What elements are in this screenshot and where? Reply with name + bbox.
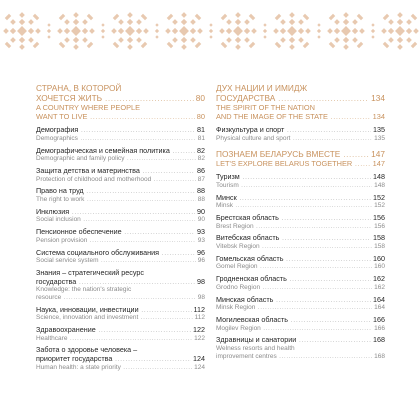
entry-title-en: Brest Region .....: [216, 223, 372, 231]
entry-title-en: Human health: a state priority .....: [36, 364, 192, 372]
diamond-icon: [317, 23, 321, 38]
entry-page-ru: 81: [197, 125, 205, 135]
entry-title-ru: Витебская область .....: [216, 234, 371, 243]
entry-page-ru: 112: [193, 304, 205, 314]
entry-title-en-line-1: Welness resorts and health: [216, 344, 295, 352]
entry-title-en-line-2: improvement centres .....: [216, 353, 372, 361]
toc-entry[interactable]: [216, 173, 385, 189]
right-entries-regions: [216, 173, 385, 332]
entry-title-en: The right to work .....: [36, 196, 196, 204]
toc-right-column: [216, 84, 385, 364]
toc-entry[interactable]: [36, 326, 205, 342]
entry-page-ru: 82: [197, 145, 205, 155]
toc-entry[interactable]: [36, 187, 205, 203]
entry-title-en: Tourism .....: [216, 182, 372, 190]
snowflake-ornament-row: [0, 0, 420, 62]
entry-title-en: Social inclusion .....: [36, 216, 196, 224]
entry-title-ru: Пенсионное обеспечение .....: [36, 228, 195, 237]
section-page: 147: [371, 148, 385, 159]
entry-page-en: 88: [197, 195, 205, 203]
entry-title-ru: Гродненская область .....: [216, 275, 371, 284]
entry-title-ru: Здравоохранение .....: [36, 326, 191, 335]
entry-page-ru: 86: [197, 165, 205, 175]
snowflake-icon: [327, 12, 365, 50]
entry-title-ru: Минская область .....: [216, 296, 371, 305]
entry-title-en-line-1: Knowledge: the nation's strategic: [36, 286, 132, 294]
section-title-en-line-2: AND THE IMAGE OF THE STATE .....: [216, 112, 371, 121]
entry-title-en: Grodno Region .....: [216, 284, 372, 292]
diamond-icon: [371, 23, 375, 38]
toc-entry[interactable]: [216, 296, 385, 312]
entry-title-ru: Гомельская область .....: [216, 255, 371, 264]
entry-title-en: Gomel Region .....: [216, 263, 372, 271]
diamond-icon: [209, 23, 213, 38]
section-page-en: 134: [372, 112, 385, 122]
snowflake-icon: [3, 12, 41, 50]
entry-page-ru: 135: [373, 125, 385, 135]
entry-page-ru: 90: [197, 206, 205, 216]
entry-title-ru: Туризм .....: [216, 173, 371, 182]
snowflake-icon: [57, 12, 95, 50]
entry-title-ru: Право на труд .....: [36, 187, 195, 196]
entry-page-ru: 98: [197, 276, 205, 286]
entry-title-en: Demographics .....: [36, 135, 196, 143]
entry-page-ru: 158: [373, 233, 385, 243]
section-title-line-1: СТРАНА, В КОТОРОЙ: [36, 83, 122, 93]
entry-page-en: 81: [197, 134, 205, 142]
toc-entry[interactable]: [216, 194, 385, 210]
entry-page-ru: 152: [373, 192, 385, 202]
entry-page-en: 166: [374, 324, 385, 332]
toc-entry[interactable]: [36, 167, 205, 183]
toc-entry[interactable]: [216, 336, 385, 360]
entry-page-ru: 93: [197, 227, 205, 237]
entry-title-ru: Инклюзия .....: [36, 208, 195, 217]
entry-page-ru: 156: [373, 212, 385, 222]
diamond-icon: [47, 23, 51, 38]
ornament-border: [0, 0, 420, 62]
entry-page-en: 87: [197, 175, 205, 183]
entry-title-en-line-2: resource .....: [36, 294, 196, 302]
entry-title-en: Science, innovation and investment .....: [36, 314, 193, 322]
entry-title-ru-line-2: приоритет государства .....: [36, 355, 191, 364]
entry-title-ru: Демография .....: [36, 126, 195, 135]
entry-page-en: 135: [374, 134, 385, 142]
entry-page-ru: 160: [373, 253, 385, 263]
entry-page-ru: 124: [193, 354, 205, 364]
entry-title-en: Protection of childhood and motherhood .....: [36, 176, 196, 184]
entry-title-ru-line-1: Забота о здоровье человека –: [36, 345, 138, 355]
entry-page-en: 162: [374, 283, 385, 291]
entry-page-ru: 164: [373, 294, 385, 304]
entry-title-en: Demographic and family policy .....: [36, 155, 196, 163]
entry-page-en: 96: [197, 257, 205, 265]
toc-entry[interactable]: [216, 275, 385, 291]
toc-entry[interactable]: [216, 316, 385, 332]
toc-entry[interactable]: [216, 255, 385, 271]
entry-page-en: 124: [194, 363, 205, 371]
toc-entry[interactable]: [216, 126, 385, 142]
entry-page-ru: 168: [373, 335, 385, 345]
entry-page-en: 156: [374, 222, 385, 230]
entry-page-ru: 122: [193, 325, 205, 335]
snowflake-icon: [219, 12, 257, 50]
right-entries-sport: [216, 126, 385, 142]
snowflake-icon: [165, 12, 203, 50]
section-heading-spirit: [216, 84, 385, 121]
entry-title-ru: Демографическая и семейная политика .....: [36, 147, 195, 156]
toc-entry[interactable]: [216, 234, 385, 250]
entry-title-ru: Брестская область .....: [216, 214, 371, 223]
snowflake-icon: [111, 12, 149, 50]
left-entries: [36, 126, 205, 265]
entry-page-en: 152: [374, 202, 385, 210]
diamond-icon: [155, 23, 159, 38]
toc-entry[interactable]: [36, 306, 205, 322]
diamond-icon: [101, 23, 105, 38]
section-page-en: 80: [196, 112, 205, 122]
toc-entry[interactable]: [36, 346, 205, 371]
entry-page-ru: 166: [373, 314, 385, 324]
entry-page-en: 122: [194, 334, 205, 342]
entry-title-en: Healthcare .....: [36, 335, 192, 343]
section-title-line-2: ГОСУДАРСТВА .....: [216, 94, 369, 104]
entry-page-en: 160: [374, 263, 385, 271]
entry-title-ru: Система социального обслуживания .....: [36, 249, 195, 258]
entry-page-en: 82: [197, 155, 205, 163]
entry-page-en: 98: [197, 293, 205, 301]
toc-entry[interactable]: [36, 228, 205, 244]
entry-title-en: Minsk .....: [216, 202, 372, 210]
entry-title-en: Physical culture and sport .....: [216, 135, 372, 143]
left-entries-after: [36, 306, 205, 343]
snowflake-icon: [381, 12, 419, 50]
toc-entry[interactable]: [36, 147, 205, 163]
toc-left-column: [36, 84, 205, 375]
section-title-line-2: ХОЧЕТСЯ ЖИТЬ .....: [36, 94, 194, 104]
entry-title-ru: Здравницы и санатории .....: [216, 336, 371, 345]
entry-page-en: 112: [194, 314, 205, 322]
entry-page-ru: 88: [197, 186, 205, 196]
section-title-en-line-1: A COUNTRY WHERE PEOPLE: [36, 103, 141, 113]
toc-entry[interactable]: [216, 214, 385, 230]
section-page: 134: [371, 92, 385, 103]
entry-page-ru: 162: [373, 274, 385, 284]
entry-title-ru-line-1: Знания – стратегический ресурс: [36, 267, 144, 277]
entry-page-en: 148: [374, 181, 385, 189]
toc-entry[interactable]: [36, 126, 205, 142]
section-page-en: 147: [372, 159, 385, 169]
section-title-en-line-1: THE SPIRIT OF THE NATION: [216, 103, 315, 113]
entry-page-en: 164: [374, 304, 385, 312]
entry-title-en: Social service system .....: [36, 257, 196, 265]
section-heading-country: [36, 84, 205, 121]
section-title-line-1: ДУХ НАЦИИ И ИМИДЖ: [216, 83, 308, 93]
entry-title-ru: Наука, инновации, инвестиции .....: [36, 306, 192, 315]
entry-title-ru-line-2: государства .....: [36, 278, 195, 287]
diamond-icon: [263, 23, 267, 38]
entry-title-ru: Защита детства и материнства .....: [36, 167, 195, 176]
entry-page-ru: 148: [373, 172, 385, 182]
entry-title-ru: Минск .....: [216, 194, 371, 203]
entry-page-en: 90: [197, 216, 205, 224]
toc-entry[interactable]: [36, 269, 205, 302]
entry-title-en: Vitebsk Region .....: [216, 243, 372, 251]
entry-page-en: 93: [197, 236, 205, 244]
section-title: ПОЗНАЕМ БЕЛАРУСЬ ВМЕСТЕ .....: [216, 150, 369, 160]
section-title-en: LET'S EXPLORE BELARUS TOGETHER .....: [216, 159, 371, 168]
section-title-en-line-2: WANT TO LIVE .....: [36, 112, 195, 121]
entry-page-en: 168: [374, 352, 385, 360]
entry-title-ru: Физкультура и спорт .....: [216, 126, 371, 135]
toc-entry[interactable]: [36, 249, 205, 265]
entry-title-en: Pension provision .....: [36, 237, 196, 245]
section-heading-explore: [216, 150, 385, 169]
entry-title-ru: Могилевская область .....: [216, 316, 371, 325]
entry-page-en: 158: [374, 242, 385, 250]
entry-title-en: Minsk Region .....: [216, 304, 372, 312]
entry-title-en: Mogilev Region .....: [216, 325, 372, 333]
toc-entry[interactable]: [36, 208, 205, 224]
section-page: 80: [195, 92, 205, 103]
snowflake-icon: [273, 12, 311, 50]
entry-page-ru: 96: [197, 247, 205, 257]
